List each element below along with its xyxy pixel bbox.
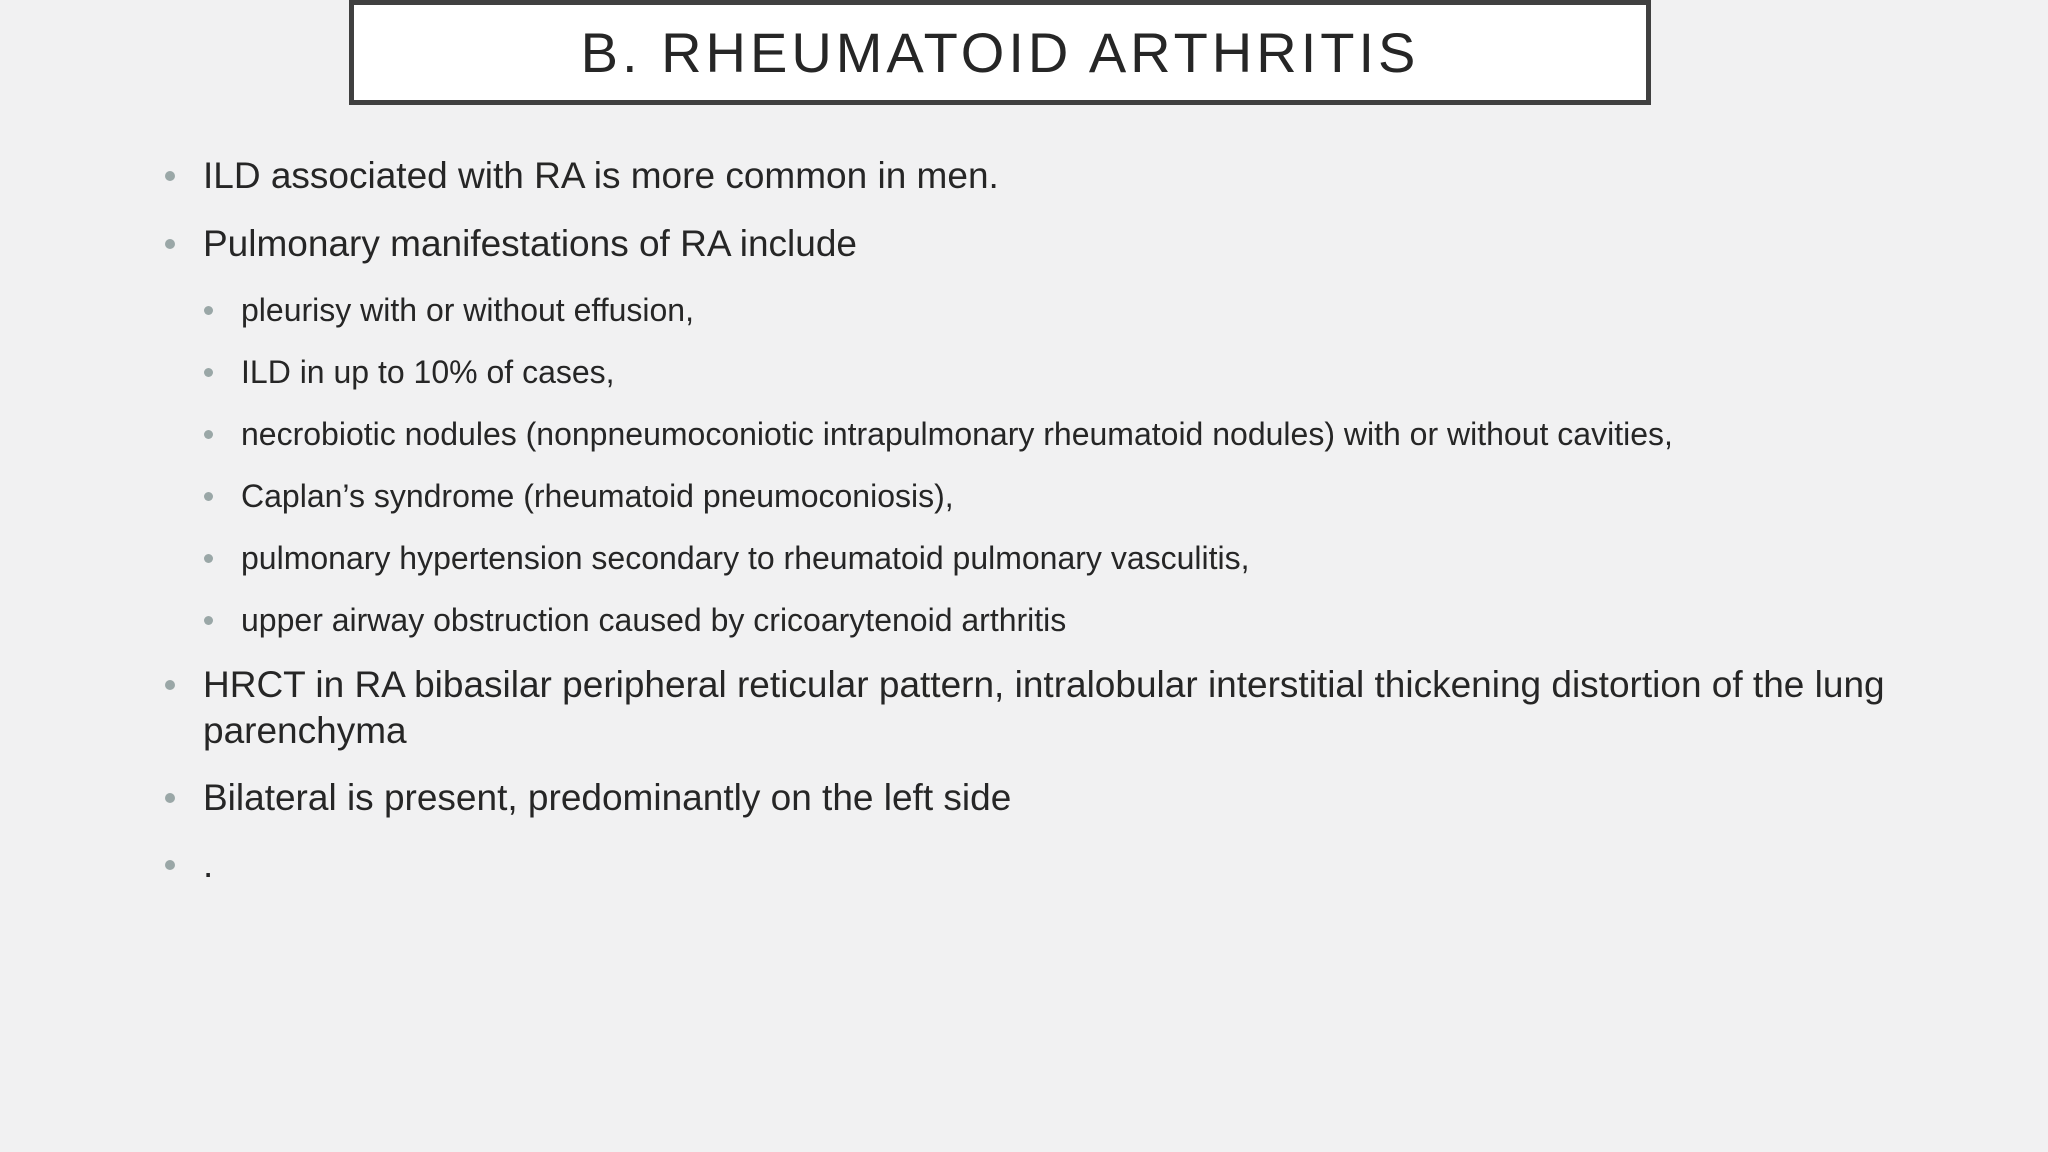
list-item-text: ILD associated with RA is more common in men. xyxy=(203,155,999,196)
sub-list-item-text: pleurisy with or without effusion, xyxy=(241,292,694,328)
bullet-icon xyxy=(204,616,213,625)
list-item-text: HRCT in RA bibasilar peripheral reticular pattern, intralobular interstitial thickening distortion of the lung parenchyma xyxy=(203,664,1885,751)
bullet-icon xyxy=(204,368,213,377)
bullet-icon xyxy=(204,306,213,315)
list-item-text: Bilateral is present, predominantly on the left side xyxy=(203,777,1012,818)
bullet-icon xyxy=(165,860,175,870)
sub-list-item-text: Caplan’s syndrome (rheumatoid pneumoconiosis), xyxy=(241,478,954,514)
bullet-icon xyxy=(204,554,213,563)
list-item-text: . xyxy=(203,844,214,885)
bullet-icon xyxy=(165,171,175,181)
sub-list-item-text: pulmonary hypertension secondary to rheumatoid pulmonary vasculitis, xyxy=(241,540,1250,576)
bullet-icon xyxy=(204,492,213,501)
bullet-icon xyxy=(165,239,175,249)
slide-title: B. RHEUMATOID ARTHRITIS xyxy=(580,21,1420,84)
title-box xyxy=(349,0,1651,105)
bullet-icon xyxy=(165,793,175,803)
sub-list-item-text: ILD in up to 10% of cases, xyxy=(241,354,615,390)
sub-list-item-text: necrobiotic nodules (nonpneumoconiotic intrapulmonary rheumatoid nodules) with or without cavities, xyxy=(241,416,1673,452)
bullet-icon xyxy=(165,680,175,690)
list-item-text: Pulmonary manifestations of RA include xyxy=(203,223,858,264)
sub-list-item-text: upper airway obstruction caused by cricoarytenoid arthritis xyxy=(241,602,1067,638)
bullet-icon xyxy=(204,430,213,439)
